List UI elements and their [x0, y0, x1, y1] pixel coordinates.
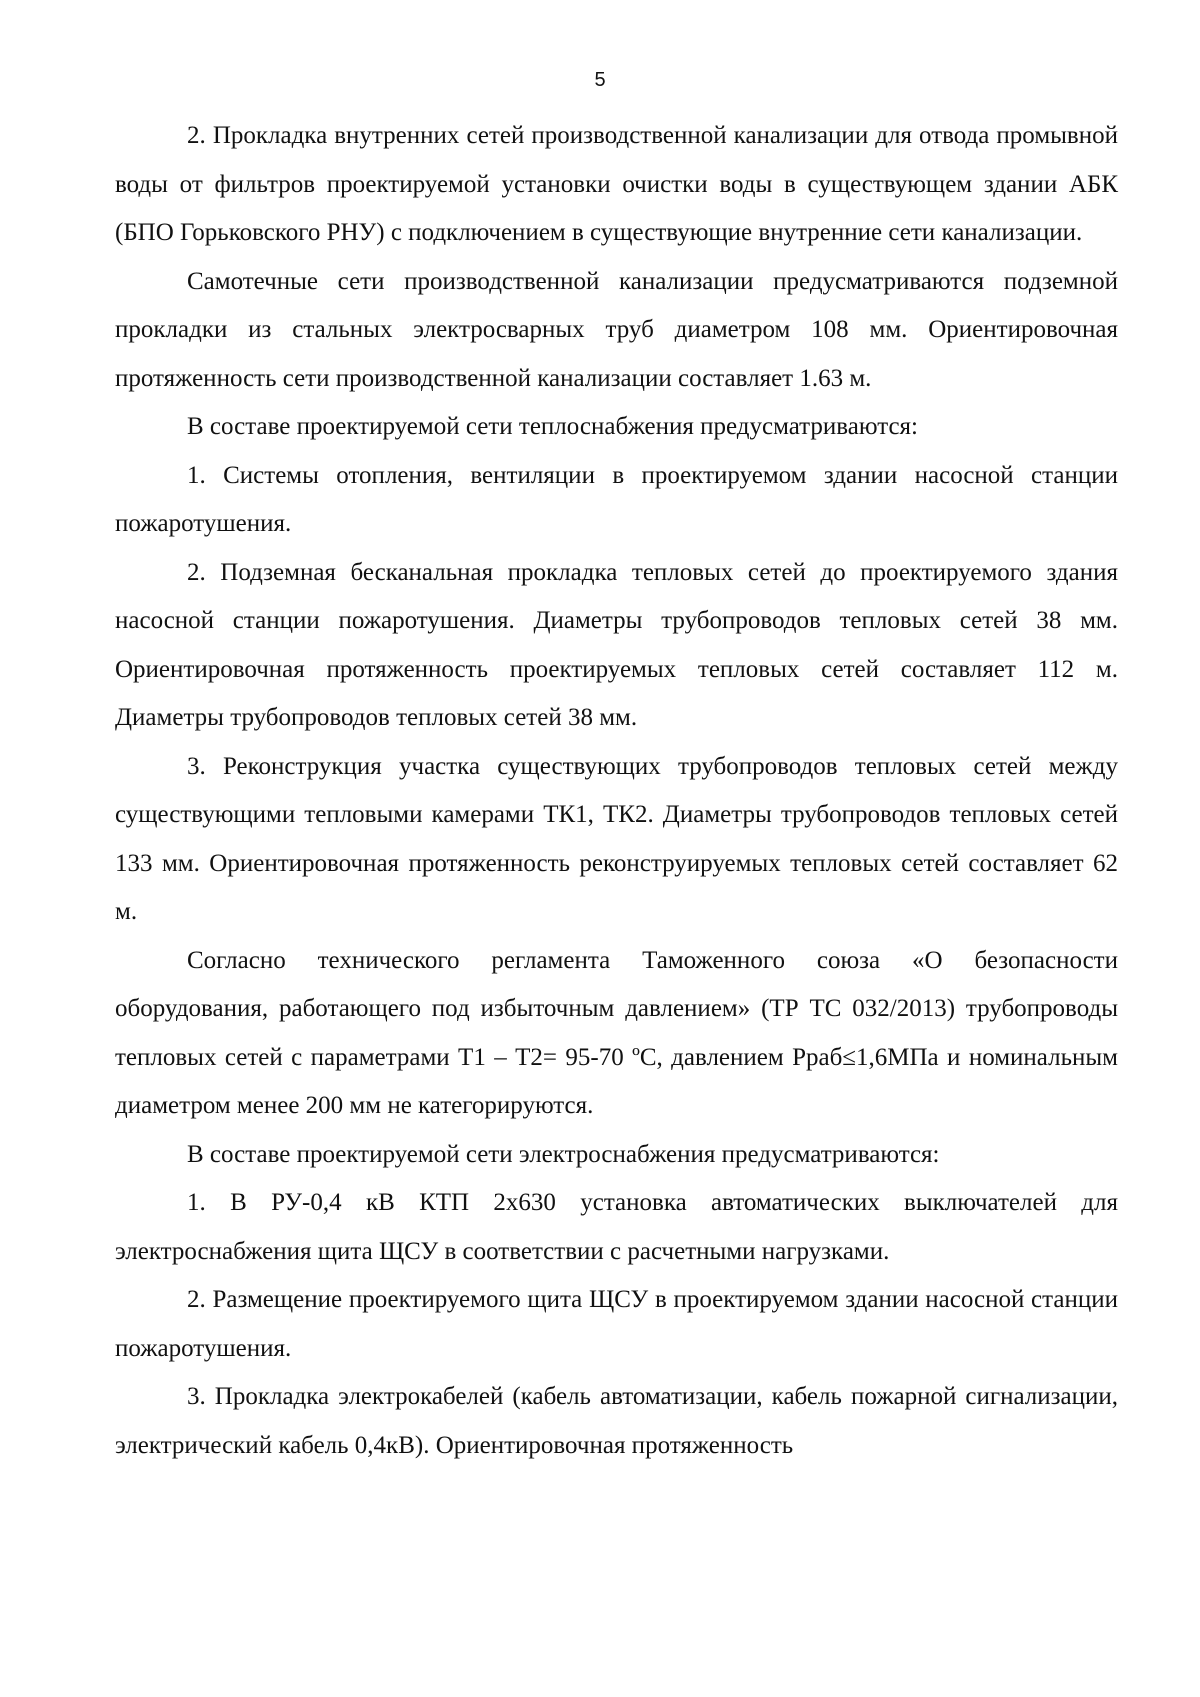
paragraph-circuit-breakers: 1. В РУ-0,4 кВ КТП 2х630 установка автоматических выключателей для электроснабжения щита ЩСУ в соответствии с расчетными нагрузками.: [115, 1189, 1118, 1265]
paragraph-heat-pipeline-reconstruction: 3. Реконструкция участка существующих трубопроводов тепловых сетей между существующими тепловыми камерами ТК1, ТК2. Диаметры трубопроводов тепловых сетей 133 мм. Ориентировочная протяженность реконструируемых тепловых сетей составляет 62 м.: [115, 752, 1118, 925]
paragraph-ductless-heat-network: 2. Подземная бесканальная прокладка тепловых сетей до проектируемого здания насосной станции пожаротушения. Диаметры трубопроводов тепловых сетей 38 мм. Ориентировочная протяженность проектируемых тепловых сетей составляет 112 м. Диаметры трубопроводов тепловых сетей 38 мм.: [115, 558, 1118, 731]
paragraph-power-supply-intro: В составе проектируемой сети электроснабжения предусматриваются:: [187, 1140, 940, 1168]
paragraph-cable-laying: 3. Прокладка электрокабелей (кабель автоматизации, кабель пожарной сигнализации, электрический кабель 0,4кВ). Ориентировочная протяженность: [115, 1383, 1118, 1459]
paragraph-heating-ventilation: 1. Системы отопления, вентиляции в проектируемом здании насосной станции пожаротушения.: [115, 461, 1118, 537]
paragraph-heat-supply-intro: В составе проектируемой сети теплоснабжения предусматриваются:: [187, 413, 918, 440]
paragraph-control-panel-placement: 2. Размещение проектируемого щита ЩСУ в проектируемом здании насосной станции пожаротушения.: [115, 1286, 1118, 1362]
page-number: 5: [594, 69, 606, 91]
paragraph-technical-regulation: Согласно технического регламента Таможенного союза «О безопасности оборудования, работающего под избыточным давлением» (ТР ТС 032/2013) трубопроводы тепловых сетей с параметрами Т1 – Т2= 95-70 ºС, давлением Рраб≤1,6МПа и номинальным диаметром менее 200 мм не категорируются.: [115, 946, 1118, 1119]
paragraph-internal-sewer-laying: 2. Прокладка внутренних сетей производственной канализации для отвода промывной воды от фильтров проектируемой установки очистки воды в существующем здании АБК (БПО Горьковского РНУ) с подключением в существующие внутренние сети канализации.: [115, 122, 1118, 246]
paragraph-gravity-sewer-networks: Самотечные сети производственной канализации предусматриваются подземной прокладки из стальных электросварных труб диаметром 108 мм. Ориентировочная протяженность сети производственной канализации составляет 1.63 м.: [115, 267, 1118, 392]
document-body: [115, 112, 1118, 1470]
